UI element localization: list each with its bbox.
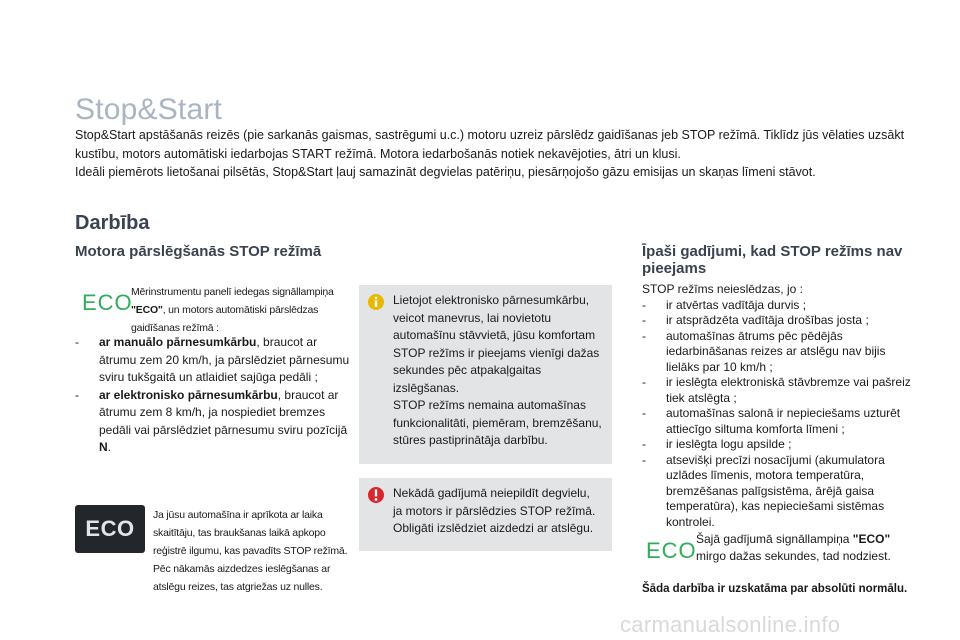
bullet-bold: ar manuālo pārnesumkārbu: [99, 335, 257, 349]
list-item: [642, 298, 917, 314]
list-item: [642, 437, 917, 453]
condition-text: ir atsprādzēta vadītāja drošības josta ;: [666, 313, 869, 327]
eco-description-part-2: , un motors automātiski pārslēdzas gaidīšanas režīmā :: [131, 304, 319, 334]
condition-text: atsevišķi precīzi nosacījumi (akumulatora uzlādes līmenis, motora temperatūra, bremzēšanas palīgsistēma, ārējā gaisa temperatūra), kas nepieciešami sistēmas kontrolei.: [666, 452, 885, 529]
watermark: carmanualsonline.info: [620, 612, 841, 637]
conditions-lead: STOP režīms neieslēdzas, jo :: [642, 282, 803, 296]
right-heading: Īpaši gadījumi, kad STOP režīms nav pieejams: [642, 243, 903, 277]
section-heading: Darbība: [75, 212, 150, 234]
bullet-dash: -: [75, 387, 79, 402]
warning-box: [359, 478, 612, 551]
bullet-dash: -: [642, 313, 646, 327]
list-item: [642, 406, 917, 437]
bullet-text: , braucot ar ātrumu zem 8 km/h, ja nospiediet bremzes pedāli vai pārslēdziet pārnesumu sviru pozīcijā: [99, 387, 348, 437]
info-icon: [367, 293, 385, 311]
warning-icon: [367, 486, 385, 504]
condition-text: automašīnas salonā ir nepieciešams uzturēt attiecīgo siltuma komforta līmeni ;: [666, 406, 901, 436]
bullet-dash: -: [75, 335, 79, 349]
eco-description: [131, 283, 346, 337]
right-conditions-list: [642, 282, 917, 530]
bullet-bold: ar elektronisko pārnesumkārbu: [99, 387, 278, 402]
bullet-end: .: [107, 440, 112, 454]
bullet-dash: -: [642, 406, 646, 420]
intro-paragraph-2: Ideāli piemērots lietošanai pilsētās, Stop&Start ļauj samazināt degvielas patēriņu, piesārņojošo gāzu emisijas un skaņas līmeni stāvot.: [75, 165, 816, 179]
eco-icon: ECO: [646, 538, 697, 563]
final-note: Šāda darbība ir uzskatāma par absolūti normālu.: [642, 583, 908, 595]
intro-text: [75, 126, 915, 182]
eco-timer-label: ECO: [85, 516, 135, 541]
list-item: [642, 453, 917, 531]
left-heading: Motora pārslēgšanās STOP režīmā: [75, 243, 322, 260]
list-item: [75, 334, 350, 387]
eco-timer-description: Ja jūsu automašīna ir aprīkota ar laika skaitītāju, tas braukšanas laikā apkopo reģistrē ilgumu, kas pavadīts STOP režīmā. Pēc nākamās aizdedzes ieslēgšanas ar atslēgu reizes, tas atgriežas uz nulles.: [153, 509, 348, 593]
list-item: [75, 387, 350, 457]
eco-blink-description: [696, 531, 916, 565]
bullet-text: , braucot ar ātrumu zem 20 km/h, ja pārslēdziet pārnesumu sviru tukšgaitā un atlaidiet sajūga pedāli ;: [99, 335, 350, 384]
condition-text: automašīnas ātrums pēc pēdējās iedarbināšanas reizes ar atslēgu nav bijis lielāks par 10 km/h ;: [666, 328, 886, 374]
list-item: [642, 329, 917, 376]
left-bullet-list: [75, 334, 350, 457]
eco-timer-display: [75, 505, 145, 553]
eco-description-bold: "ECO": [131, 304, 163, 316]
eco-blink-bold: "ECO": [852, 532, 891, 546]
eco-description-part-1: Mērinstrumentu panelī iedegas signāllampiņa: [131, 286, 334, 298]
bullet-dash: -: [642, 297, 646, 312]
intro-paragraph-1: Stop&Start apstāšanās reizēs (pie sarkanās gaismas, sastrēgumi u.c.) motoru uzreiz pārslēdz gaidīšanas jeb STOP režīmā. Tiklīdz jūs vēlaties uzsākt kustību, motors automātiski iedarbojas START režīmā. Motora iedarbošanās notiek nekavējoties, ātri un klusi.: [75, 128, 905, 161]
bullet-dash: -: [642, 328, 646, 343]
condition-text: ir ieslēgta logu apsilde ;: [666, 437, 792, 451]
info-text: Lietojot elektronisko pārnesumkārbu, veicot manevrus, lai novietotu automašīnu stāvvietā, jūsu komfortam STOP režīms ir pieejams vienīgi dažas sekundes pēc atpakaļgaitas izslēgšanas.: [393, 293, 600, 395]
eco-icon: ECO: [82, 290, 133, 315]
bullet-gear-n: N: [99, 440, 108, 454]
bullet-dash: -: [642, 437, 646, 451]
condition-text: ir atvērtas vadītāja durvis ;: [666, 297, 807, 312]
bullet-dash: -: [642, 452, 646, 467]
info-box: [359, 285, 612, 464]
page-title: Stop&Start: [75, 93, 223, 126]
eco-blink-part-1: Šajā gadījumā signāllampiņa: [696, 532, 853, 546]
bullet-dash: -: [642, 375, 646, 389]
info-text-2: STOP režīms nemaina automašīnas funkcionalitāti, piemēram, bremzēšanu, stūres pastiprinātāja darbību.: [393, 398, 602, 447]
list-item: [642, 313, 917, 329]
warning-text: Nekādā gadījumā neiepildīt degvielu, ja motors ir pārslēdzies STOP režīmā. Obligāti izslēdziet aizdedzi ar atslēgu.: [393, 486, 596, 535]
condition-text: ir ieslēgta elektroniskā stāvbremze vai pašreiz tiek atslēgta ;: [666, 375, 911, 405]
list-item: [642, 375, 917, 406]
eco-blink-part-2: mirgo dažas sekundes, tad nodziest.: [696, 549, 891, 563]
